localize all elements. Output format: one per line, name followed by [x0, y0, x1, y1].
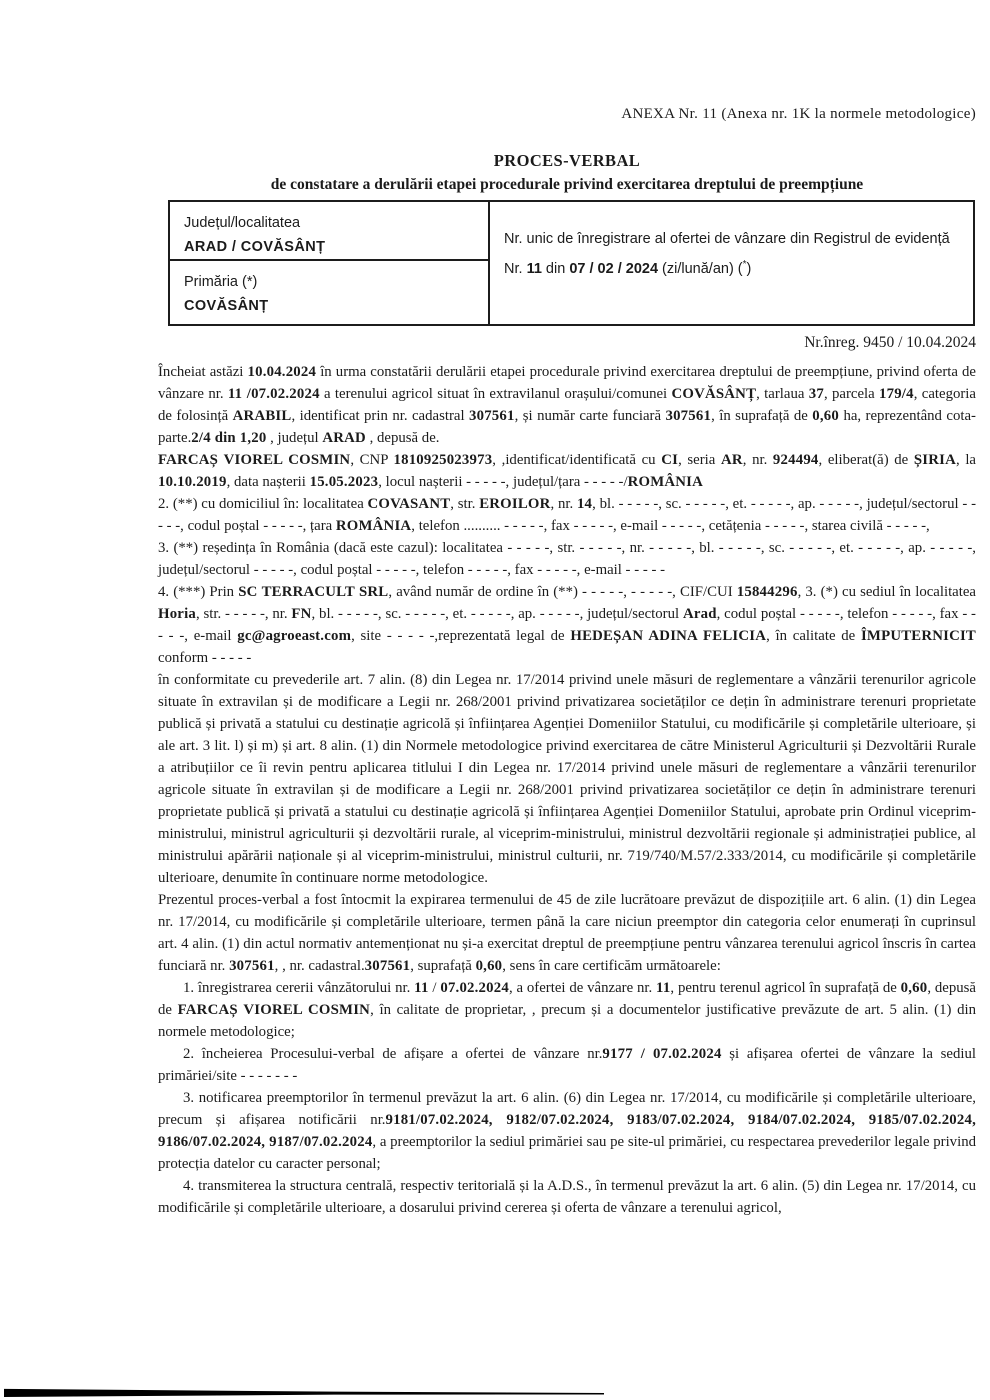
offer-registration-cell	[490, 202, 973, 324]
offer-registration-label: Nr. unic de înregistrare al ofertei de vânzare din Registrul de evidență	[504, 231, 950, 247]
city-hall-label: Primăria (*)	[184, 274, 258, 290]
offer-registration-value: Nr. 11 din 07 / 02 / 2024 (zi/lună/an) (*)	[504, 259, 752, 277]
county-value: ARAD / COVĂSÂNȚ	[184, 239, 326, 255]
paragraph-punct-4: 4. transmiterea la structura centrală, respectiv teritorială și la A.D.S., în termenul prevăzut la art. 6 alin. (5) din Legea nr. 17/2014, cu modificările și completările ulterioare, a dosarului privind cererea și oferta de vânzare a terenului agricol,	[158, 1178, 976, 1216]
county-cell	[170, 202, 490, 261]
paragraph-punct-3: 3. notificarea preemptorilor în termenul prevăzut la art. 6 alin. (6) din Legea nr. 17/2014, cu modificările și completările ulterioare, precum și afișarea notificării nr.9181/07.02.2024, 9182/07.02.2024, 9183/07.02.2024, 9184/07.02.2024, 9185/07.02.2024, 9186/07.02.2024, 9187/07.02.2024, a preemptorilor la sediul primăriei sau pe site-ul primăriei, cu respectarea prevederilor legale privind protecția datelor cu caracter personal;	[158, 1090, 976, 1172]
city-hall-cell	[170, 261, 490, 324]
document-content	[158, 0, 976, 1219]
document-body	[158, 361, 976, 1219]
paragraph-incheiat: Încheiat astăzi 10.04.2024 în urma constatării derulării etapei procedurale privind exercitarea dreptului de preempțiune, privind oferta de vânzare nr. 11 /07.02.2024 a terenului agricol situat în extravilanul orașului/comunei COVĂSÂNȚ, tarlaua 37, parcela 179/4, categoria de folosință ARABIL, identificat prin nr. cadastral 307561, și număr carte funciară 307561, în suprafață de 0,60 ha, reprezentând cota-parte.2/4 din 1,20 , județul ARAD , depusă de.	[158, 364, 977, 446]
paragraph-punct-1: 1. înregistrarea cererii vânzătorului nr. 11 / 07.02.2024, a ofertei de vânzare nr. 11, pentru terenul agricol în suprafață de 0,60, depusă de FARCAȘ VIOREL COSMIN, în calitate de proprietar, , precum și a documentelor justificative prevăzute de art. 5 alin. (1) din normele metodologice;	[158, 980, 976, 1040]
scan-artifact	[4, 1388, 604, 1397]
paragraph-vanzator: FARCAȘ VIOREL COSMIN, CNP 1810925023973, ,identificat/identificată cu CI, seria AR, nr. 924494, eliberat(ă) de ȘIRIA, la 10.10.2019, data nașterii 15.05.2023, locul nașterii - - - - -, județul/țara - - - - -/ROMÂNIA	[158, 452, 976, 490]
county-label: Județul/localitatea	[184, 215, 301, 231]
registration-number-line: Nr.înreg. 9450 / 10.04.2024	[804, 334, 976, 351]
paragraph-temei-legal: în conformitate cu prevederile art. 7 alin. (8) din Legea nr. 17/2014 privind unele măsuri de reglementare a vânzării terenurilor agricole situate în extravilan și de modificare a Legii nr. 268/2001 privind privatizarea societăților ce dețin în administrare terenuri proprietate publică și privată a statului cu destinație agricolă și înființarea Agenției Domeniilor Statului, cu modificările și completările ulterioare, și ale art. 3 lit. l) și m) și art. 8 alin. (1) din Normele metodologice privind exercitarea de către Ministerul Agriculturii și Dezvoltării Rurale a atribuțiilor ce îi revin pentru aplicarea titlului I din Legea nr. 17/2014 privind unele măsuri de reglementare a vânzării terenurilor agricole situate în extravilan și de modificare a Legii nr. 268/2001 privind privatizarea societăților ce dețin în administrare terenuri proprietate publică și privată a statului cu destinație agricolă și înființarea Agenției Domeniilor Statului, aprobate prin Ordinul viceprim-ministrului, ministrul agriculturii și dezvoltării rurale, al viceprim-ministrului, ministrul dezvoltării regionale și administrației publice, al ministrului apărării naționale și al viceprim-ministrului, ministrul culturii, nr. 719/740/M.57/2.333/2014, cu modificările și completările ulterioare, denumite în continuare norme metodologice.	[158, 672, 976, 886]
city-hall-value: COVĂSÂNȚ	[184, 298, 269, 314]
document-subtitle: de constatare a derulării etapei procedurale privind exercitarea dreptului de preempțiune	[270, 176, 864, 193]
paragraph-punct-2: 2. încheierea Procesului-verbal de afișare a ofertei de vânzare nr.9177 / 07.02.2024 și afișarea ofertei de vânzare la sediul primăriei/site - - - - - - -	[158, 1046, 977, 1084]
paragraph-domiciliu: 2. (**) cu domiciliul în: localitatea COVASANT, str. EROILOR, nr. 14, bl. - - - - -, sc. - - - - -, et. - - - - -, ap. - - - - -, județul/sectorul - - - - -, codul poștal - - - - -, țara ROMÂNIA, telefon .......... - - - - -, fax - - - - -, e-mail - - - - -, cetățenia - - - - -, starea civilă - - - - -,	[158, 496, 976, 534]
paragraph-prezentul: Prezentul proces-verbal a fost întocmit la expirarea termenului de 45 de zile lucrătoare prevăzut de dispozițiile art. 6 alin. (1) din Legea nr. 17/2014, cu modificările și completările ulterioare, termen până la care niciun preemptor din categoria celor enumerați în cuprinsul art. 4 alin. (1) din actul normativ antemenționat nu și-a exercitat dreptul de preempțiune pentru vânzarea terenului agricol înscris în cartea funciară nr. 307561, , nr. cadastral.307561, suprafață 0,60, sens în care certificăm următoarele:	[158, 892, 976, 974]
registration-table	[168, 200, 975, 326]
document-title: PROCES-VERBAL	[493, 151, 641, 170]
paragraph-resedinta: 3. (**) reședința în România (dacă este cazul): localitatea - - - - -, str. - - - - -, nr. - - - - -, bl. - - - - -, sc. - - - - -, et. - - - - -, ap. - - - - -, județul/sectorul - - - - -, codul poștal - - - - -, telefon - - - - -, fax - - - - -, e-mail - - - - -	[158, 540, 976, 578]
paragraph-imputernicit: 4. (***) Prin SC TERRACULT SRL, având număr de ordine în (**) - - - - -, - - - - -, CIF/CUI 15844296, 3. (*) cu sediul în localitatea Horia, str. - - - - -, nr. FN, bl. - - - - -, sc. - - - - -, et. - - - - -, ap. - - - - -, județul/sectorul Arad, codul poștal - - - - -, telefon - - - - -, fax - - - - -, e-mail gc@agroeast.com, site - - - - -,reprezentată legal de HEDEȘAN ADINA FELICIA, în calitate de ÎMPUTERNICIT conform - - - - -	[158, 584, 976, 666]
anexa-reference: ANEXA Nr. 11 (Anexa nr. 1K la normele metodologice)	[621, 106, 976, 122]
